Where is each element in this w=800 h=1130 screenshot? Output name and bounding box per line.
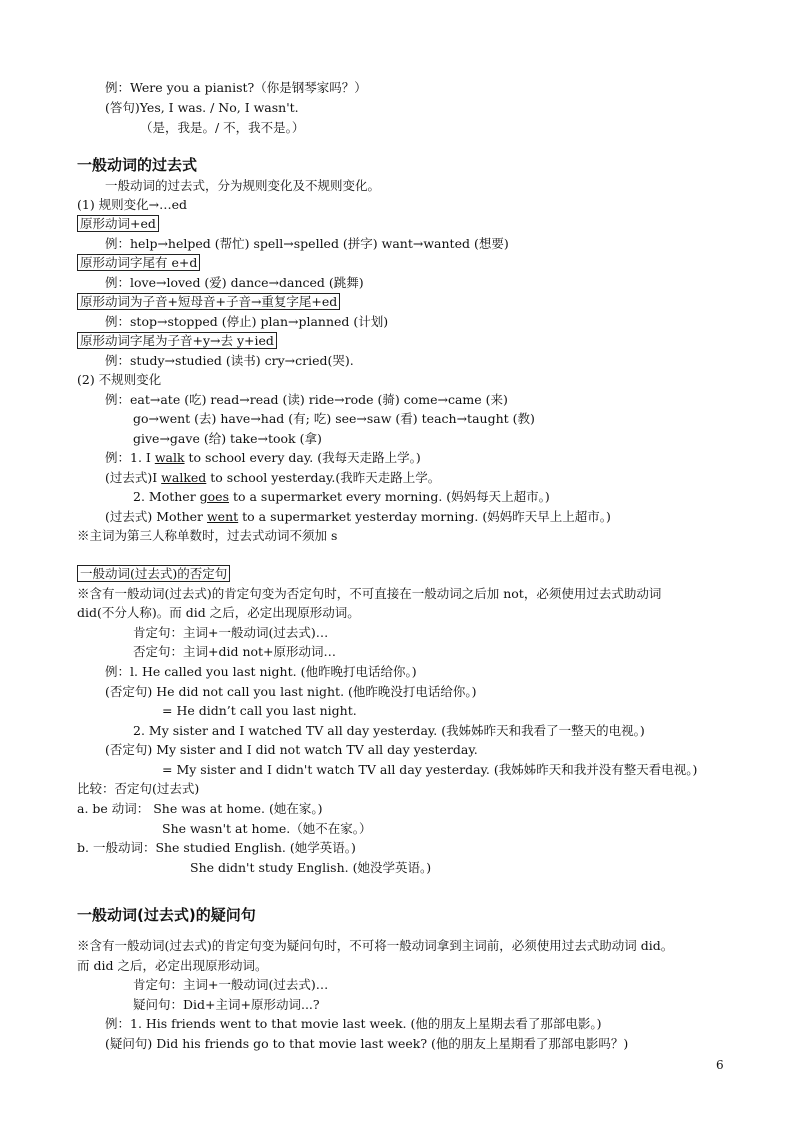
sentence-example: (过去式) Mother went to a supermarket yesterday morning. (妈妈昨天早上上超市。) bbox=[105, 509, 611, 524]
formula-line: 肯定句：主词+一般动词(过去式)… bbox=[133, 625, 329, 640]
compare-line: b. 一般动词：She studied English. (她学英语。) bbox=[77, 840, 356, 855]
example-line: (否定句) My sister and I did not watch TV all day yesterday. bbox=[105, 742, 478, 757]
example-line: = He didn’t call you last night. bbox=[162, 703, 357, 718]
rule-box-ied: 原形动词字尾为子音+y→去 y+ied bbox=[77, 332, 277, 349]
rule-box-ed: 原形动词+ed bbox=[77, 215, 159, 232]
section-heading-question: 一般动词(过去式)的疑问句 bbox=[77, 906, 256, 924]
rule-example: 例：help→helped (帮忙) spell→spelled (拼字) want→wanted (想要) bbox=[105, 236, 509, 251]
note-text: ※主词为第三人称单数时，过去式动词不须加 s bbox=[77, 528, 338, 543]
example-line: = My sister and I didn't watch TV all day yesterday. (我姊姊昨天和我并没有整天看电视。) bbox=[162, 762, 698, 777]
compare-title: 比较：否定句(过去式) bbox=[77, 781, 200, 796]
example-line: 例：Were you a pianist?（你是钢琴家吗？） bbox=[105, 80, 367, 95]
section-box-negative: 一般动词(过去式)的否定句 bbox=[77, 565, 230, 582]
rule-irregular-title: (2) 不规则变化 bbox=[77, 372, 162, 387]
sentence-example: (过去式)I walked to school yesterday.(我昨天走路上学。 bbox=[105, 470, 441, 485]
rule-box-e-d: 原形动词字尾有 e+d bbox=[77, 254, 200, 271]
compare-line: a. be 动词： She was at home. (她在家。) bbox=[77, 801, 323, 816]
rule-example: 例：study→studied (读书) cry→cried(哭). bbox=[105, 353, 354, 368]
example-line: (否定句) He did not call you last night. (他昨晚没打电话给你。) bbox=[105, 684, 477, 699]
example-line: 例：l. He called you last night. (他昨晚打电话给你。) bbox=[105, 664, 417, 679]
page-number: 6 bbox=[716, 1058, 724, 1072]
section-heading-past-tense: 一般动词的过去式 bbox=[77, 156, 198, 174]
answer-line: (答句)Yes, I was. / No, I wasn't. bbox=[105, 100, 299, 115]
sentence-example: 例：1. I walk to school every day. (我每天走路上学。) bbox=[105, 450, 421, 465]
example-line: 例：1. His friends went to that movie last week. (他的朋友上星期去看了那部电影。) bbox=[105, 1016, 602, 1031]
irregular-example: give→gave (给) take→took (拿) bbox=[133, 431, 322, 446]
answer-translation: （是，我是。/ 不，我不是。） bbox=[140, 120, 305, 135]
example-line: (疑问句) Did his friends go to that movie last week? (他的朋友上星期看了那部电影吗？) bbox=[105, 1036, 629, 1051]
irregular-example: 例：eat→ate (吃) read→read (读) ride→rode (骑) come→came (来) bbox=[105, 392, 508, 407]
paragraph-text: did(不分人称)。而 did 之后，必定出现原形动词。 bbox=[77, 605, 360, 620]
rule-regular-title: (1) 规则变化→…ed bbox=[77, 197, 188, 212]
rule-example: 例：love→loved (爱) dance→danced (跳舞) bbox=[105, 275, 364, 290]
sentence-example: 2. Mother goes to a supermarket every morning. (妈妈每天上超市。) bbox=[133, 489, 550, 504]
formula-line: 肯定句：主词+一般动词(过去式)… bbox=[133, 977, 329, 992]
formula-line: 否定句：主词+did not+原形动词… bbox=[133, 644, 337, 659]
intro-text: 一般动词的过去式，分为规则变化及不规则变化。 bbox=[105, 178, 381, 193]
paragraph-text: 而 did 之后，必定出现原形动词。 bbox=[77, 958, 268, 973]
paragraph-text: ※含有一般动词(过去式)的肯定句变为疑问句时，不可将一般动词拿到主词前，必须使用过去式助动词 did。 bbox=[77, 938, 674, 953]
irregular-example: go→went (去) have→had (有; 吃) see→saw (看) teach→taught (教) bbox=[133, 411, 535, 426]
paragraph-text: ※含有一般动词(过去式)的肯定句变为否定句时，不可直接在一般动词之后加 not，必须使用过去式助动词 bbox=[77, 586, 662, 601]
example-line: 2. My sister and I watched TV all day yesterday. (我姊姊昨天和我看了一整天的电视。) bbox=[133, 723, 645, 738]
formula-line: 疑问句：Did+主词+原形动词...? bbox=[133, 997, 320, 1012]
rule-example: 例：stop→stopped (停止) plan→planned (计划) bbox=[105, 314, 389, 329]
rule-box-double: 原形动词为子音+短母音+子音→重复字尾+ed bbox=[77, 293, 340, 310]
compare-line: She didn't study English. (她没学英语。) bbox=[190, 860, 432, 875]
compare-line: She wasn't at home.（她不在家。） bbox=[162, 821, 372, 836]
